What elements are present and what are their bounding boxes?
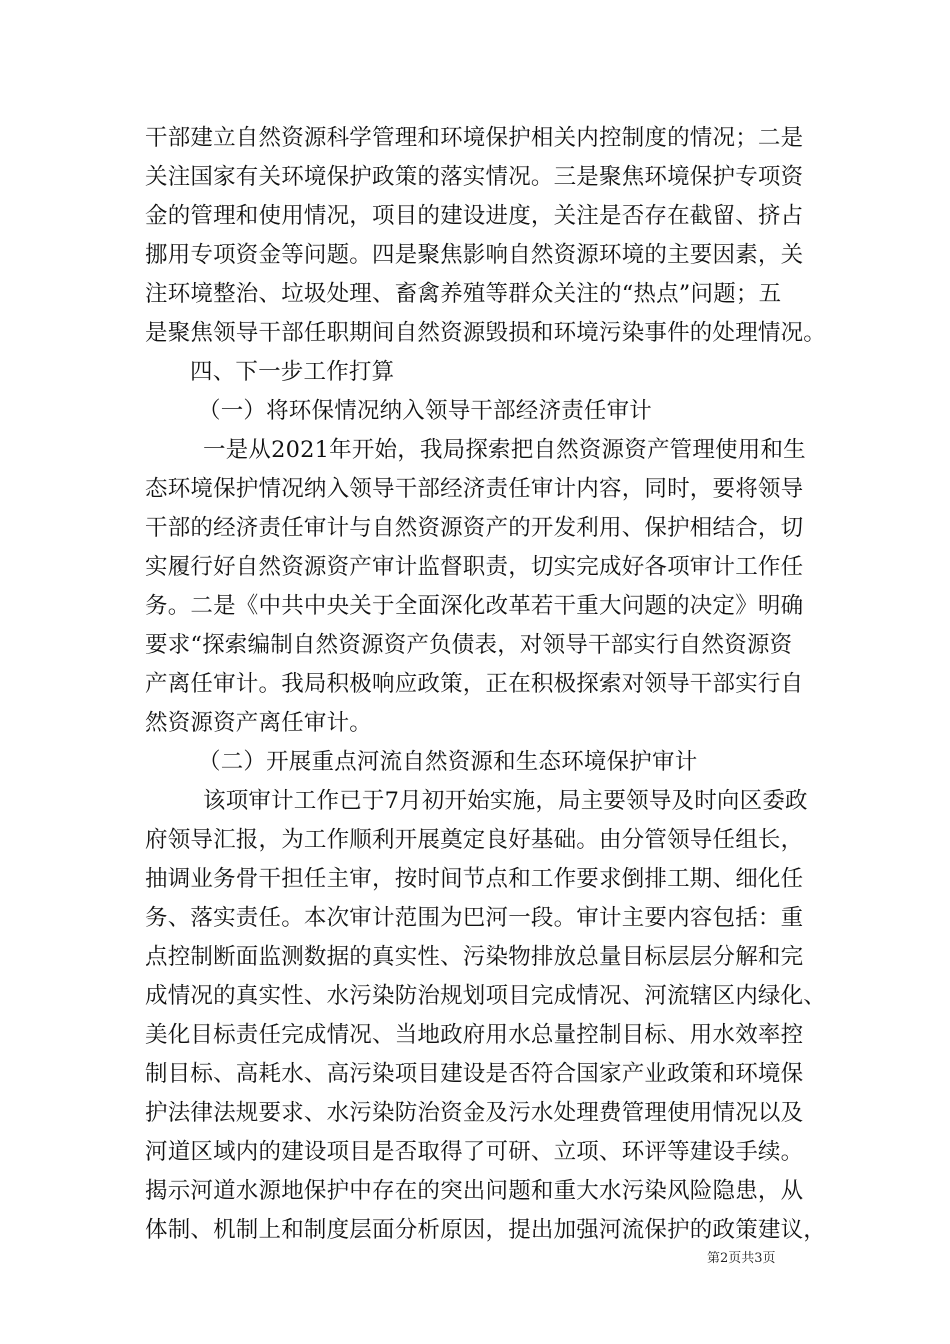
text-line: 制目标、高耗水、高污染项目建设是否符合国家产业政策和环境保	[145, 1061, 804, 1087]
text-line: 府领导汇报，为工作顺利开展奠定良好基础。由分管领导任组长，	[145, 827, 804, 853]
text-line: 护法律法规要求、水污染防治资金及污水处理费管理使用情况以及	[145, 1100, 804, 1126]
section-heading: 四、下一步工作打算	[190, 359, 395, 385]
subsection-heading: （一）将环保情况纳入领导干部经济责任审计	[198, 398, 653, 424]
text-line: 实履行好自然资源资产审计监督职责，切实完成好各项审计工作任	[145, 554, 804, 580]
subsection-heading: （二）开展重点河流自然资源和生态环境保护审计	[198, 749, 698, 775]
text-line: 金的管理和使用情况，项目的建设进度，关注是否存在截留、挤占	[145, 203, 804, 229]
text-line: 一是从2021年开始，我局探索把自然资源资产管理使用和生	[203, 437, 806, 463]
page-number: 第2页共3页	[707, 1251, 776, 1266]
text-line: 关注国家有关环境保护政策的落实情况。三是聚焦环境保护专项资	[145, 164, 804, 190]
text-line: 美化目标责任完成情况、当地政府用水总量控制目标、用水效率控	[145, 1022, 804, 1048]
text-line: 揭示河道水源地保护中存在的突出问题和重大水污染风险隐患，从	[145, 1178, 804, 1204]
text-line: 产离任审计。我局积极响应政策，正在积极探索对领导干部实行自	[145, 671, 804, 697]
text-line: 点控制断面监测数据的真实性、污染物排放总量目标层层分解和完	[145, 944, 804, 970]
text-line: 抽调业务骨干担任主审，按时间节点和工作要求倒排工期、细化任	[145, 866, 804, 892]
text-line: 态环境保护情况纳入领导干部经济责任审计内容，同时，要将领导	[145, 476, 804, 502]
text-line: 该项审计工作已于7月初开始实施，局主要领导及时向区委政	[203, 788, 808, 814]
text-line: 要求“探索编制自然资源资产负债表，对领导干部实行自然资源资	[145, 632, 793, 658]
text-line: 成情况的真实性、水污染防治规划项目完成情况、河流辖区内绿化、	[145, 983, 827, 1009]
text-line: 河道区域内的建设项目是否取得了可研、立项、环评等建设手续。	[145, 1139, 804, 1165]
text-line: 务、落实责任。本次审计范围为巴河一段。审计主要内容包括：重	[145, 905, 804, 931]
text-line: 体制、机制上和制度层面分析原因，提出加强河流保护的政策建议，	[145, 1217, 827, 1243]
text-line: 务。二是《中共中央关于全面深化改革若干重大问题的决定》明确	[145, 593, 804, 619]
text-line: 干部建立自然资源科学管理和环境保护相关内控制度的情况；二是	[145, 125, 804, 151]
text-line: 是聚焦领导干部任职期间自然资源毁损和环境污染事件的处理情况。	[145, 320, 827, 346]
text-line: 挪用专项资金等问题。四是聚焦影响自然资源环境的主要因素，关	[145, 242, 804, 268]
text-line: 注环境整治、垃圾处理、畜禽养殖等群众关注的“热点”问题；五	[145, 281, 782, 307]
text-line: 干部的经济责任审计与自然资源资产的开发利用、保护相结合，切	[145, 515, 804, 541]
text-line: 然资源资产离任审计。	[145, 710, 373, 736]
